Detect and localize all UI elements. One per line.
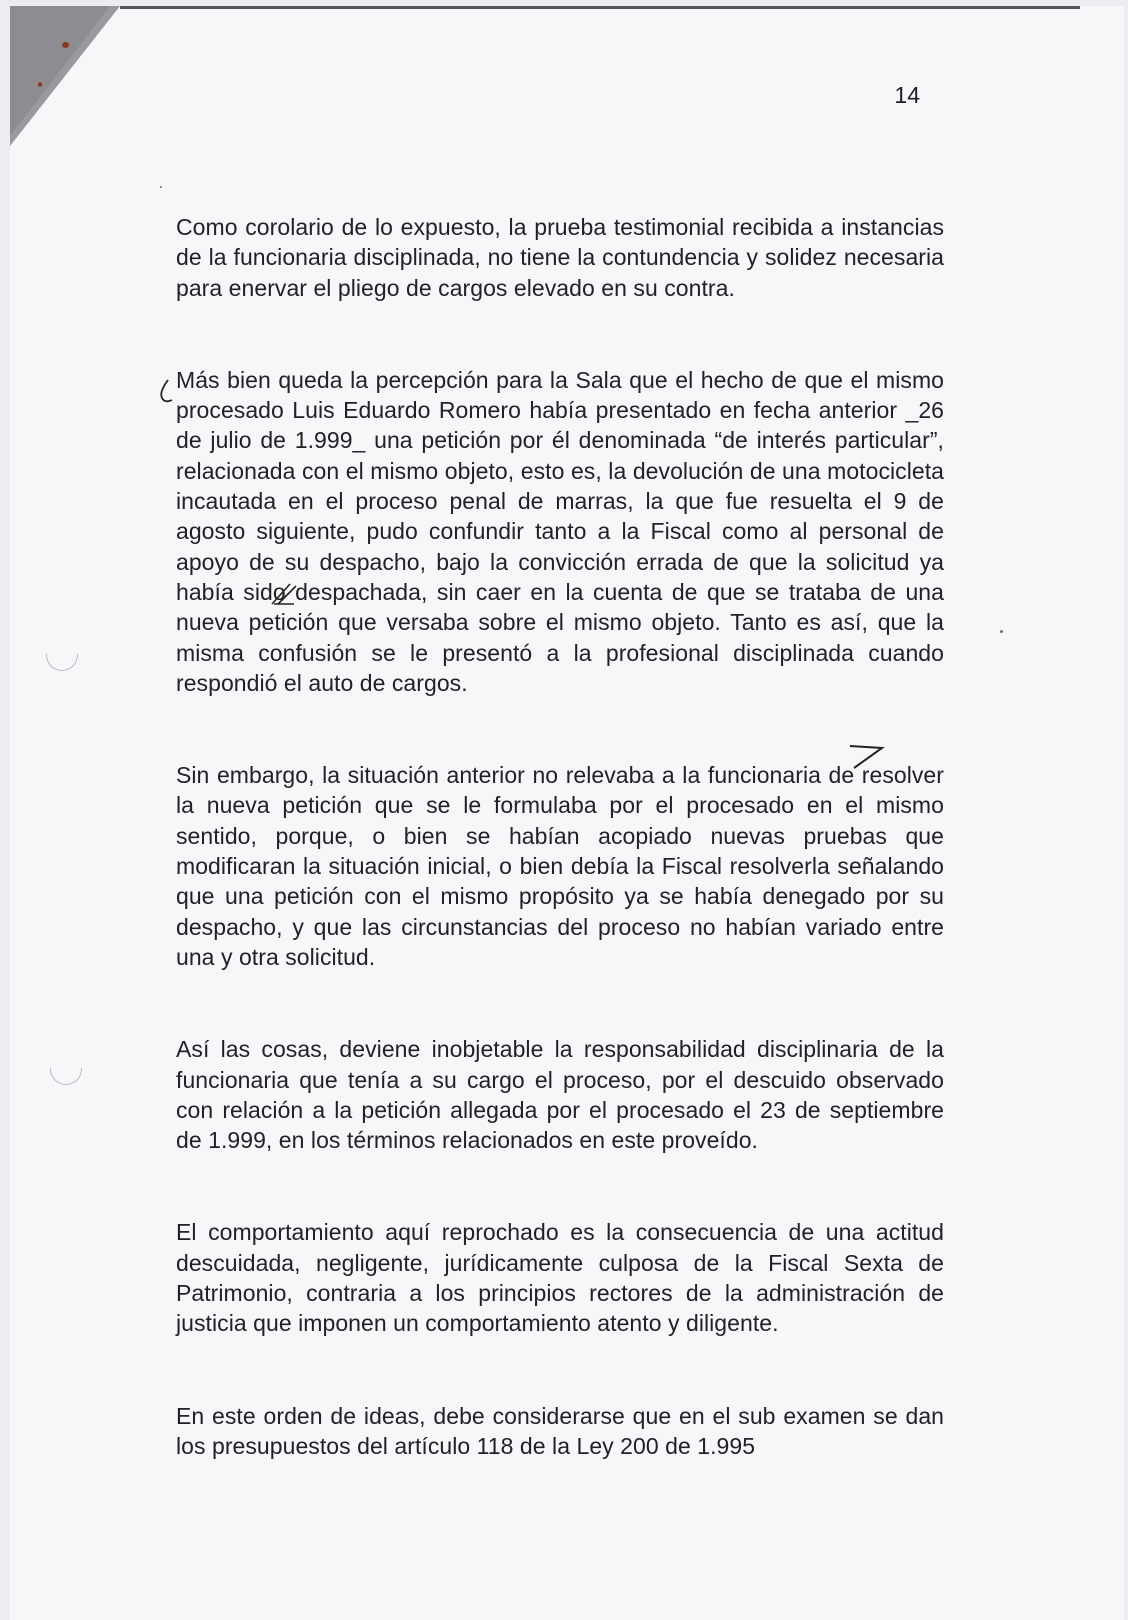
speck xyxy=(160,186,162,188)
stain-mark xyxy=(38,82,42,87)
page-number: 14 xyxy=(894,82,920,108)
scan-edge xyxy=(120,6,1080,9)
paragraph: Sin embargo, la situación anterior no relevaba a la funcionaria de resolver la nueva petición que se le formulaba por el procesado en el mismo sentido, porque, o bien se habían acopiado nuevas pruebas que modificaran la situación inicial, o bien debía la Fiscal resolverla señalando que una petición con el mismo propósito ya se había denegado por su despacho, y que las circunstancias del proceso no habían variado entre una y otra solicitud. xyxy=(176,762,944,970)
document-page xyxy=(10,6,1124,1620)
speck xyxy=(1000,630,1003,633)
paragraph: Así las cosas, deviene inobjetable la responsabilidad disciplinaria de la funcionaria que tenía a su cargo el proceso, por el descuido observado con relación a la petición allegada por el procesado el 23 de septiembre de 1.999, en los términos relacionados en este proveído. xyxy=(176,1036,944,1154)
folded-corner-shadow xyxy=(10,6,110,136)
paragraph: Más bien queda la percepción para la Sala que el hecho de que el mismo procesado Luis Eduardo Romero había presentado en fecha anterior _26 de julio de 1.999_ una petición por él denominada “de interés particular”, relacionada con el mismo objeto, esto es, la devolución de una motocicleta incautada en el proceso penal de marras, la que fue resuelta el 9 de agosto siguiente, pudo confundir tanto a la Fiscal como al personal de apoyo de su despacho, bajo la convicción errada de que la solicitud ya había sido despachada, sin caer en la cuenta de que se trataba de una nueva petición que versaba sobre el mismo objeto. Tanto es así, que la misma confusión se le presentó a la profesional disciplinada cuando respondió el auto de cargos. xyxy=(176,366,944,696)
paragraph: En este orden de ideas, debe considerarse que en el sub examen se dan los presupuestos del artículo 118 de la Ley 200 de 1.995 xyxy=(176,1402,944,1459)
punch-hole xyxy=(50,1068,82,1085)
punch-hole xyxy=(46,654,78,671)
paragraph: El comportamiento aquí reprochado es la consecuencia de una actitud descuidada, negligente, jurídicamente culposa de la Fiscal Sexta de Patrimonio, contraria a los principios rectores de la administración de justicia que imponen un comportamiento atento y diligente. xyxy=(176,1219,944,1337)
document-body xyxy=(176,212,944,1461)
paragraph: Como corolario de lo expuesto, la prueba testimonial recibida a instancias de la funcionaria disciplinada, no tiene la contundencia y solidez necesaria para enervar el pliego de cargos elevado en su contra. xyxy=(176,214,944,301)
stain-mark xyxy=(62,42,69,48)
